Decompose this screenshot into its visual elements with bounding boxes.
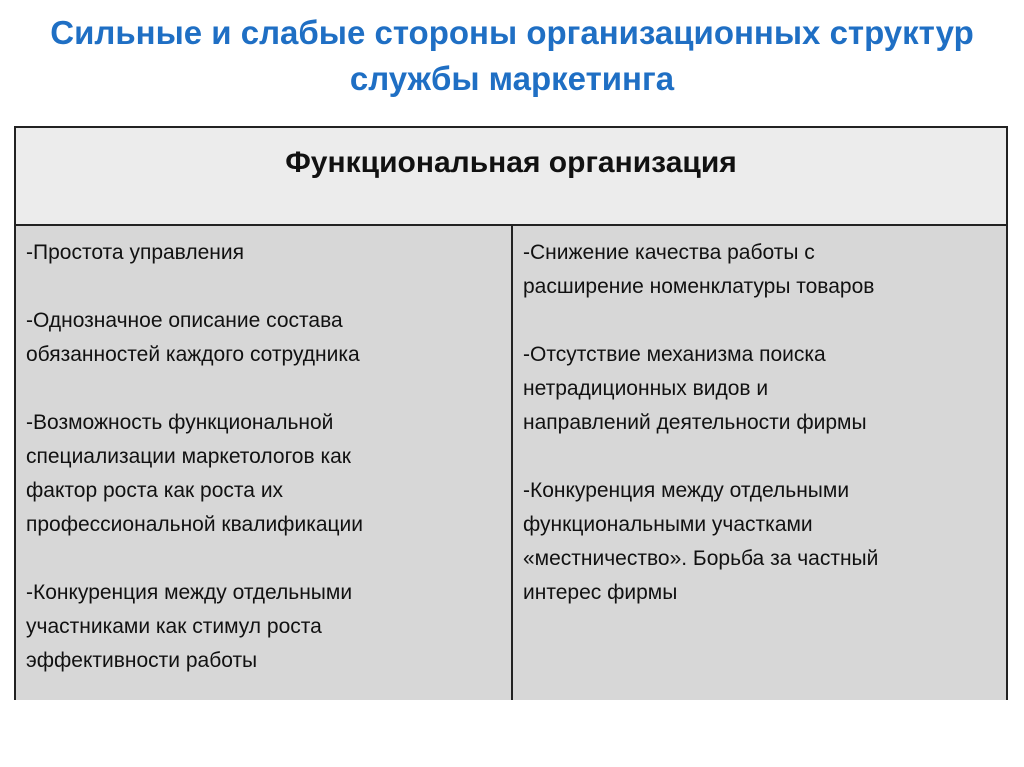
slide-title: Сильные и слабые стороны организационных структур службы маркетинга <box>50 14 974 97</box>
strength-item: -Простота управления <box>26 241 244 264</box>
strength-item: -Однозначное описание состава обязанностей каждого сотрудника <box>26 309 360 366</box>
strength-item: -Возможность функциональной специализации маркетологов как фактор роста как роста их профессиональной квалификации <box>26 411 364 536</box>
comparison-table <box>14 126 1008 700</box>
weakness-item: -Отсутствие механизма поиска нетрадиционных видов и направлений деятельности фирмы <box>523 343 867 434</box>
table-header: Функциональная организация <box>16 128 1006 226</box>
table-body <box>16 226 1006 700</box>
weakness-item: -Снижение качества работы с расширение номенклатуры товаров <box>523 241 875 298</box>
strengths-column <box>16 226 513 700</box>
weakness-item: -Конкуренция между отдельными функциональными участками «местничество». Борьба за частный интерес фирмы <box>523 479 879 604</box>
weaknesses-column <box>513 226 1006 700</box>
strength-item: -Конкуренция между отдельными участниками как стимул роста эффективности работы <box>26 581 353 672</box>
